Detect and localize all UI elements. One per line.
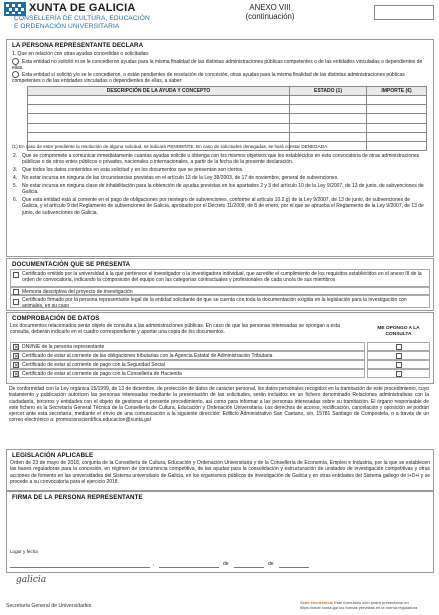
aid-status-cell[interactable] [290,123,367,132]
table-row [28,132,427,141]
aid-description-header: DESCRIPCIÓN DE LA AYUDA Y CONCEPTO [28,87,290,96]
declaration-item [12,175,428,181]
declaration-option-b [12,71,428,84]
verification-row [10,369,430,378]
place-date-separator: , [153,561,155,567]
documentation-item [10,269,430,287]
aid-description-cell[interactable] [28,114,290,123]
aid-amount-cell[interactable] [367,114,427,123]
date-de-label-1: de [223,561,229,567]
oppose-cell [367,369,430,378]
item-text: Que todos los datos contenidos en esta solicitud y en los documentos que se presentan son ciertos. [22,167,244,174]
oppose-checkbox[interactable] [396,362,402,368]
declaration-item [12,197,428,216]
declaration-option-a [12,58,428,71]
documentation-section [6,258,434,311]
aid-status-cell[interactable] [290,114,367,123]
legislation-text: Orden de 23 de mayo de 2018, conjunta de la Consellería de Cultura, Educación y Ordenación Universitaria y de la Consellería de Economía, Empleo e Industria, por la que se establecen las bases reguladoras para la concesión, en régimen de concurrencia competitiva, de las ayudas para la consolidación y estructuración de unidades de investigación competitivas y otras acciones de fomento en las universidades del Sistema universitario de Galicia, en los organismos públicos de investigación de Galicia y en otras entidades del Sistema gallego de I+D+i y se procede a su convocatoria para el ejercicio 2018. [10,460,430,485]
table-row [28,105,427,114]
documentation-checkbox[interactable] [13,272,19,278]
place-date-label: Lugar y fecha [10,549,38,554]
annex-subtitle: (continuación) [245,12,295,21]
annex-heading [230,3,310,21]
verification-label: Certificado de estar al corriente de pago con la Consellería de Hacienda [22,371,182,377]
place-input[interactable] [10,558,150,568]
verification-label: Certificado de estar al corriente de pago con la Seguridad Social [22,362,165,368]
item-number: 4. [13,175,18,182]
verification-checkbox[interactable]: ✕ [14,363,19,369]
documentation-item-label: Certificado firmado por la persona representante legal de la entidad solicitante de que se cuenta con toda la documentación exigida en la legislación para la investigación con animales, en su caso [22,297,407,310]
verification-row-label-cell [10,342,365,351]
verification-checkbox[interactable]: ✕ [14,354,19,360]
year-input[interactable] [279,558,309,568]
declaration-title: LA PERSONA REPRESENTANTE DECLARA [12,42,144,49]
documentation-item [10,287,430,295]
privacy-text: De conformidad con la Ley orgánica 15/1999, de 13 de diciembre, de protección de datos de carácter personal, los datos personales recogidos en la tramitación de este procedimiento, cuyo tratamiento y publicación autoricen las personas interesadas mediante la presentación de las solicitudes, serán incluidos en un fichero denominado Relaciones administrativas con la ciudadanía, terceros y entidades con el objeto de gestionar el presente procedimiento, así como para informar a las personas interesadas sobre su tramitación. El órgano responsable de este fichero es la Secretaría General Técnica de la Consellería de Cultura, Educación y Ordenación Universitaria. Los derechos de acceso, rectificación, cancelación y oposición se podrán ejercer ante esta secretaría, mediante el envío de una comunicación a la siguiente dirección: Edificio Administrativo San Caetano, s/n, 15781 Santiago de Compostela, o a través de un correo electrónico a: promocionscientífica.educacion@xunta.gal [9,386,429,424]
aid-status-cell[interactable] [290,132,367,141]
option-a-radio[interactable] [12,58,19,65]
legislation-section [6,449,434,491]
aid-description-cell[interactable] [28,123,290,132]
verification-label: Certificado de estar al corriente de las obligaciones tributarias con la Agencia Estatal de Administración Tributaria [22,353,273,359]
xunta-logo-text: XUNTA DE GALICIA [29,2,136,14]
verification-row [10,360,430,369]
declaration-section [6,39,434,257]
aid-description-cell[interactable] [28,96,290,105]
aid-description-cell[interactable] [28,132,290,141]
aid-amount-cell[interactable] [367,123,427,132]
aid-status-cell[interactable] [290,105,367,114]
option-b-radio[interactable] [12,71,19,78]
form-header [4,2,434,36]
declaration-item [12,167,428,173]
aid-amount-cell[interactable] [367,105,427,114]
annex-title: ANEXO VIII [249,3,291,12]
galicia-logo: galicia [16,575,47,585]
signature-section [6,491,434,573]
department-line-2: E ORDENACIÓN UNIVERSITARIA [14,22,120,30]
item-text: No estar incursa en ninguna de las circunstancias previstas en el artículo 13 de la Ley 38/2003, de 17 de noviembre, general de subvenciones. [22,175,339,182]
sede-label: Sede electrónica: [300,600,334,605]
xunta-emblem-icon [4,2,26,16]
date-de-label-2: de [268,561,274,567]
aid-status-cell[interactable] [290,96,367,105]
oppose-checkbox[interactable] [396,353,402,359]
department-name [14,15,150,30]
oppose-checkbox[interactable] [396,371,402,377]
option-b-text: Esta entidad sí solicitó y/o se le concedieron, o están pendientes de resolución de concesión, otras ayudas para la misma finalidad de las distintas administraciones públicas competentes o de las entidades vinculadas o dependientes de ellas, a saber: [12,71,405,85]
documentation-item-label: Certificado emitido por la universidad a la que pertenece el investigador o la investigadora individual, que acredite el cumplimiento de los requisitos establecidos en el anexo III de la orden de convocatoria, indicando la composición del equipo con las categorías contractuales y profesionales de cada uno/a de sus miembros [22,271,422,284]
item-text: Que esta entidad está al corriente en el pago de obligaciones por reintegro de subvenciones, conforme al artículo 10.2.g) de la Ley 9/2007, de 13 de junio, de subvenciones de Galicia, y el artículo 9 del Reglamento de subvenciones de Galicia, aprobado por el Decreto 11/2009, de 8 de enero, por el que se aprueba el Reglamento de la Ley 9/2007, de 13 de junio, de subvenciones de Galicia. [22,197,424,216]
item-number: 6. [13,197,18,204]
item-number: 2. [13,153,18,159]
item-number: 5. [13,182,18,189]
legislation-title: LEGISLACIÓN APLICABLE [12,452,94,459]
documentation-title: DOCUMENTACIÓN QUE SE PRESENTA [12,261,131,268]
verification-row-label-cell [10,351,365,360]
oppose-cell [367,351,430,360]
aid-amount-cell[interactable] [367,132,427,141]
documentation-item [10,295,430,308]
declaration-items [12,153,428,218]
item-text: Que se compromete a comunicar inmediatamente cuantas ayudas solicite u obtenga con los mismos objetivos que los establecidos en esta convocatoria de otras administraciones públicas o de otros entes públicos o privados, nacionales o internacionales, a partir de la fecha de la presente declaración. [22,153,420,166]
footer-organization: Secretaría General de Universidades [6,603,92,609]
month-input[interactable] [234,558,264,568]
aid-description-cell[interactable] [28,105,290,114]
verification-row-label-cell [10,360,365,369]
table-row [28,123,427,132]
verification-checkbox[interactable]: ✕ [14,372,19,378]
verification-checkbox[interactable]: ✕ [14,345,19,351]
declaration-intro: 1. Que en relación con otras ayudas concedidas o solicitadas: [12,51,150,57]
privacy-section [6,386,432,446]
table-row [28,114,427,123]
documentation-checkbox[interactable] [13,299,19,305]
verification-label: DNI/NIE de la persona representante [22,344,105,350]
day-input[interactable] [159,558,219,568]
verification-title: COMPROBACIÓN DE DATOS [12,315,100,322]
verification-row-label-cell [10,369,365,378]
declaration-item [12,153,428,166]
other-aids-table [27,86,427,151]
aid-amount-cell[interactable] [367,96,427,105]
oppose-consult-header: ME OPONGO A LA CONSULTA [377,326,420,337]
other-aids-header-row [28,87,427,96]
aid-status-header: ESTADO (1) [290,87,367,96]
documentation-item-label: Memoria descriptiva del proyecto de investigación [22,288,133,295]
verification-section [6,312,434,384]
sede-text: Este formulario sólo podrá presentarse en https://sede.xunta.gal los formas previstas en la norma reguladora [300,600,418,610]
aid-status-footnote: (1) En caso de estar pendiente la resolución de alguna solicitud, se indicará PENDIENTE. En caso de solicitudes denegadas, se hará constar DENEGADA. [12,144,329,149]
aid-amount-header: IMPORTE (€) [367,87,427,96]
verification-intro: Los documentos relacionados serán objeto de consulta a las administraciones públicas. En caso de que las personas interesadas se opongan a esta consulta, deberán indicarlo en el cuadro correspondiente y aportar una copia de los documentos. [10,323,340,336]
option-a-text: Esta entidad no solicitó ni se le concedieron ayudas para la misma finalidad de las distintas administraciones públicas competentes o de las entidades vinculadas o dependientes de ellas. [12,58,423,72]
signature-title: FIRMA DE LA PERSONA REPRESENTANTE [12,494,143,501]
item-text: No estar incursa en ninguna clase de inhabilitación para la obtención de ayudas previstas en los apartados 2 y 3 del artículo 10 de la Ley 9/2007, de 13 de junio, de subvenciones de Galicia. [22,182,424,196]
oppose-cell [367,342,430,351]
item-number: 3. [13,167,18,174]
oppose-cell [367,360,430,369]
verification-row [10,342,430,351]
table-row [28,96,427,105]
procedure-code-box [374,5,434,20]
verification-row [10,351,430,360]
department-line-1: CONSELLERÍA DE CULTURA, EDUCACIÓN [14,15,150,22]
footer-sede-notice [300,601,435,610]
oppose-checkbox[interactable] [396,344,402,350]
declaration-item [12,183,428,196]
